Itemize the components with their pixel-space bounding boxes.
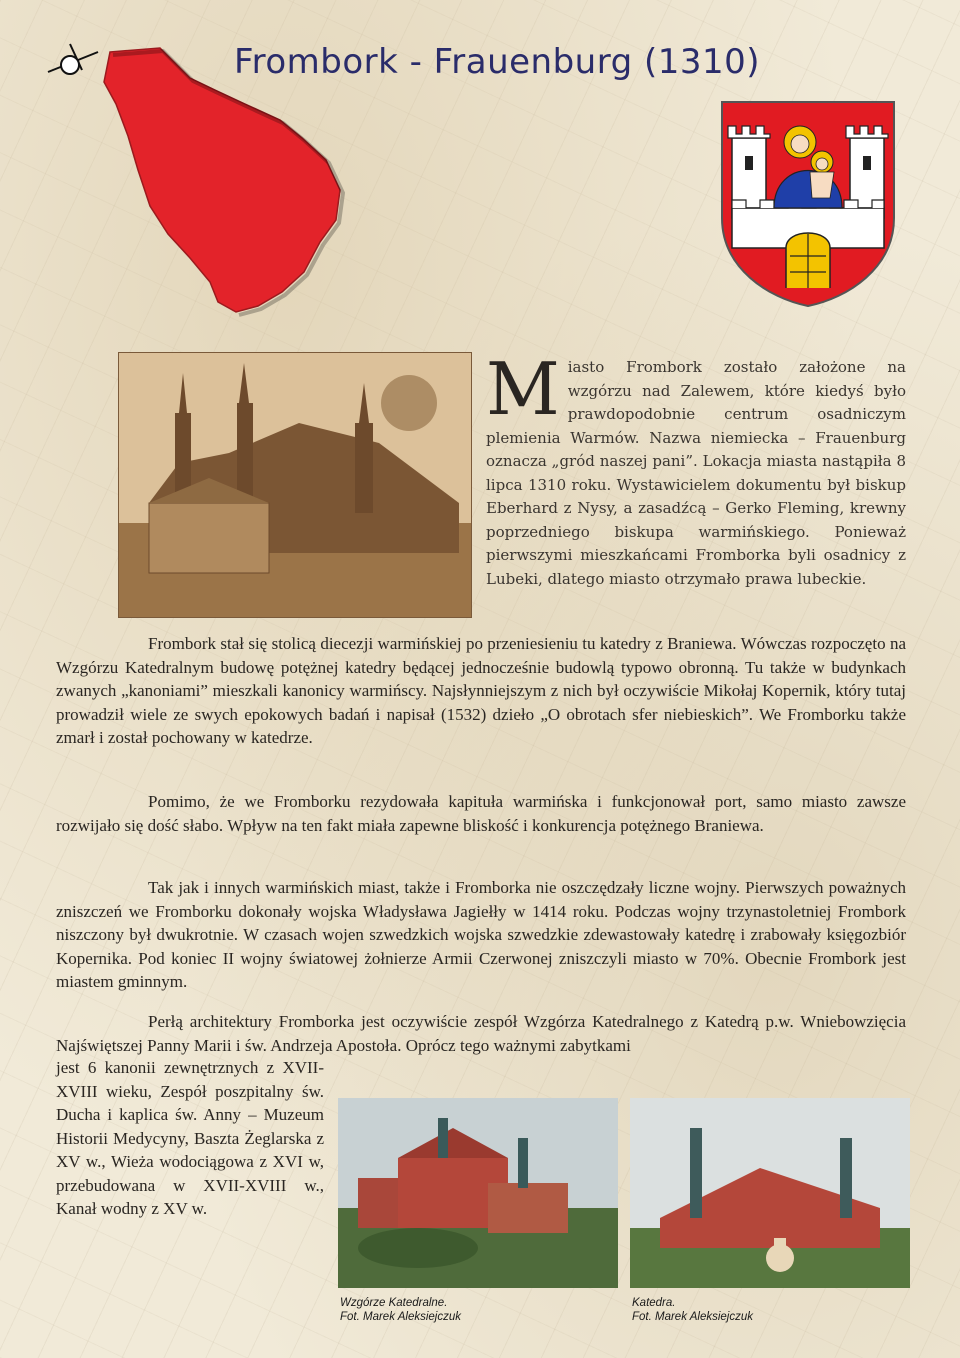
region-shape: [104, 48, 340, 312]
photo1-caption: [340, 1296, 461, 1324]
intro-text: iasto Frombork zostało założone na wzgórzu nad Zalewem, które kiedyś było prawdopodobnie centrum osadniczym plemienia Warmów. Nazwa niemiecka – Frauenburg oznacza „gród naszej pani”. Lokacja miasta nastąpiła 8 lipca 1310 roku. Wystawicielem dokumentu był biskup Eberhard z Nysy, a zasadźcą – Gerko Fleming, krewny poprzedniego biskupa warmińskiego. Ponieważ pierwszymi mieszkańcami Fromborka byli osadnicy z Lubeki, dlatego miasto otrzymało prawa lubeckie.: [486, 358, 906, 588]
coat-of-arms-icon: [718, 98, 898, 308]
drop-cap: M: [486, 347, 560, 431]
paragraph-text: Frombork stał się stolicą diecezji warmińskiej po przeniesieniu tu katedry z Braniewa. Wówczas rozpoczęto na Wzgórzu Katedralnym budowę potężnej katedry będącej jednocześnie budowlą typowo obronną. Tu także w budynkach zwanych „kanoniami” mieszkali kanonicy warmińscy. Najsłynniejszym z nich był oczywiście Mikołaj Kopernik, który tutaj prowadził wiele ze swych epokowych badań i napisał (1532) dzieło „O obrotach sfer niebieskich”. We Fromborku także zmarł i został pochowany w katedrze.: [56, 634, 906, 747]
body-paragraph-5: jest 6 kanonii zewnętrznych z XVII-XVIII wieku, Zespół poszpitalny św. Ducha i kaplica św. Anny – Muzeum Historii Medycyny, Baszta Żeglarska z XV w., Wieża wodociągowa z XVI w, przebudowana w XVII-XVIII w., Kanał wodny z XV w.: [56, 1058, 324, 1218]
body-paragraph-2: Pomimo, że we Fromborku rezydowała kapituła warmińska i funkcjonował port, samo miasto zawsze rozwijało się dość słabo. Wpływ na ten fakt miała zapewne bliskość i konkurencja potężnego Braniewa.: [56, 792, 906, 835]
intro-paragraph: [486, 347, 906, 591]
photo1-caption-credit: Fot. Marek Aleksiejczuk: [340, 1311, 461, 1323]
photo2-caption-credit: Fot. Marek Aleksiejczuk: [632, 1311, 753, 1323]
body-paragraph-4: Perłą architektury Fromborka jest oczywiście zespół Wzgórza Katedralnego z Katedrą p.w. Wniebowzięcia Najświętszej Panny Marii i św. Andrzeja Apostoła. Oprócz tego ważnymi zabytkami: [56, 1012, 906, 1055]
page-title: Frombork - Frauenburg (1310): [234, 42, 761, 82]
photo2-caption: [632, 1296, 753, 1324]
photo1-caption-title: Wzgórze Katedralne.: [340, 1297, 448, 1309]
historic-cathedral-photo: [118, 352, 472, 618]
cathedral-hill-photo: [338, 1098, 618, 1288]
cathedral-photo: [630, 1098, 910, 1288]
location-pin-icon: [48, 44, 98, 74]
photo2-caption-title: Katedra.: [632, 1297, 676, 1309]
body-paragraph-1: [56, 632, 906, 750]
body-paragraph-3: Tak jak i innych warmińskich miast, także i Fromborka nie oszczędzały liczne wojny. Pierwszych poważnych zniszczeń we Fromborku dokonały wojska Władysława Jagiełły w 1414 roku. Podczas wojny trzynastoletniej Frombork niszczony był dwukrotnie. W czasach wojen szwedzkich wojska szwedzkie zdewastowały katedrę i zrabowały księgozbiór Kopernika. Pod koniec II wojny światowej żołnierze Armii Czerwonej zniszczyli miasto w 70%. Obecnie Frombork jest miastem gminnym.: [56, 878, 906, 991]
